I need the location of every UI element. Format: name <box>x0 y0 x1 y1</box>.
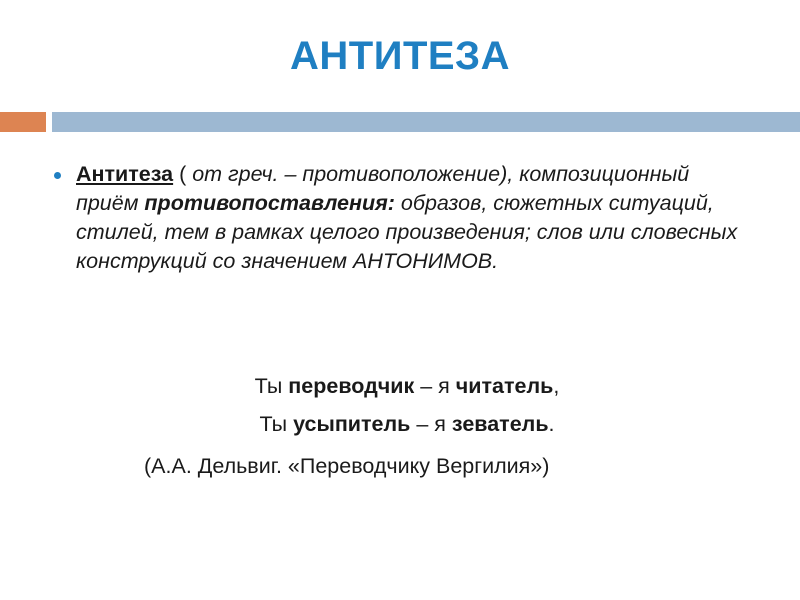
accent-bar-orange <box>0 112 46 132</box>
verse-2-w3: – я <box>410 412 452 436</box>
verse-2-w2: усыпитель <box>293 412 411 436</box>
verse-1-w5: , <box>553 374 560 398</box>
bullet-dot-icon <box>54 172 61 179</box>
definition-key: противопоставления: <box>144 191 395 215</box>
paren-open: ( <box>173 162 193 186</box>
verse-2-w5: . <box>548 412 555 436</box>
verse-2-w4: зеватель <box>451 412 549 436</box>
verse-line-2 <box>0 409 800 439</box>
definition-rest: образов, сюжетных ситуаций, стилей, тем в рамках целого произведения; слов или словесных конструкций со значением АНТОНИМОВ. <box>76 191 738 273</box>
verse-1-w1: Ты <box>254 374 289 398</box>
verse-1-w3: – я <box>414 374 456 398</box>
verse-1-w4: читатель <box>455 374 554 398</box>
slide-content <box>52 160 752 276</box>
verse-2-w1: Ты <box>259 412 294 436</box>
verse-1-w2: переводчик <box>288 374 415 398</box>
slide-title: АНТИТЕЗА <box>289 34 510 78</box>
definition-term: Антитеза <box>76 162 174 186</box>
definition-bullet <box>52 160 752 276</box>
etymology: от греч. – противоположение), <box>192 162 514 186</box>
citation: (А.А. Дельвиг. «Переводчику Вергилия») <box>144 454 550 478</box>
verse-line-1 <box>0 371 800 401</box>
accent-bar-blue <box>52 112 800 132</box>
definition-prefix: композиционный приём <box>76 162 690 215</box>
